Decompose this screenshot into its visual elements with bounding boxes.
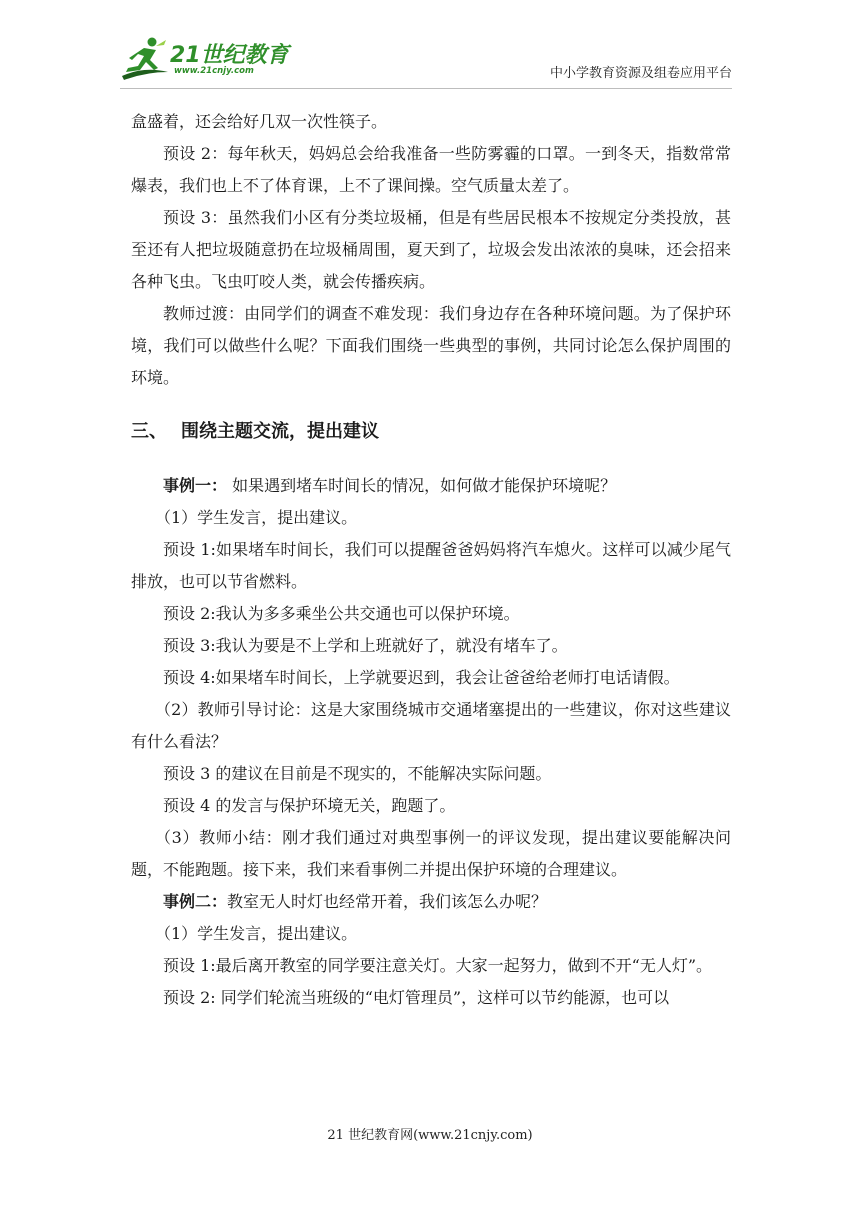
paragraph: 预设 1:最后离开教室的同学要注意关灯。大家一起努力，做到不开“无人灯”。 — [163, 956, 713, 975]
paragraph: （2）教师引导讨论：这是大家围绕城市交通堵塞提出的一些建议，你对这些建议有什么看法？ — [131, 700, 731, 751]
case-two-paragraph — [131, 886, 731, 918]
platform-name: 中小学教育资源及组卷应用平台 — [549, 66, 732, 81]
header-divider — [120, 88, 732, 89]
paragraph: 预设 2:我认为多多乘坐公共交通也可以保护环境。 — [163, 604, 520, 623]
case-text: 如果遇到堵车时间长的情况，如何做才能保护环境呢？ — [232, 476, 617, 495]
paragraph: 预设 4 的发言与保护环境无关，跑题了。 — [163, 796, 456, 815]
runner-logo-icon — [120, 36, 172, 82]
paragraph: 预设 3:我认为要是不上学和上班就好了，就没有堵车了。 — [163, 636, 568, 655]
paragraph: （1）学生发言，提出建议。 — [155, 924, 358, 943]
paragraph: 盒盛着，还会给好几双一次性筷子。 — [131, 112, 388, 131]
logo-url: www.21cnjy.com — [174, 66, 254, 76]
paragraph: 预设 2: 同学们轮流当班级的“电灯管理员”，这样可以节约能源，也可以 — [163, 988, 670, 1007]
paragraph: 预设 2：每年秋天，妈妈总会给我准备一些防雾霾的口罩。一到冬天，指数常常爆表，我们也上不了体育课，上不了课间操。空气质量太差了。 — [131, 144, 731, 195]
logo — [120, 36, 290, 82]
paragraph: 预设 3：虽然我们小区有分类垃圾桶，但是有些居民根本不按规定分类投放，甚至还有人把垃圾随意扔在垃圾桶周围，夏天到了，垃圾会发出浓浓的臭味，还会招来各种飞虫。飞虫叮咬人类，就会传播疾病。 — [131, 208, 731, 291]
paragraph: 教师过渡：由同学们的调查不难发现：我们身边存在各种环境问题。为了保护环境，我们可以做些什么呢？下面我们围绕一些典型的事例，共同讨论怎么保护周围的环境。 — [131, 304, 731, 387]
paragraph: （1）学生发言，提出建议。 — [155, 508, 358, 527]
section-number: 三、 — [131, 421, 167, 442]
section-heading — [131, 408, 731, 456]
paragraph: 预设 3 的建议在目前是不现实的，不能解决实际问题。 — [163, 764, 552, 783]
case-label: 事例二： — [163, 892, 228, 911]
paragraph: 预设 1:如果堵车时间长，我们可以提醒爸爸妈妈将汽车熄火。这样可以减少尾气排放，也可以节省燃料。 — [131, 540, 731, 591]
document-body — [131, 106, 731, 1014]
paragraph: 预设 4:如果堵车时间长，上学就要迟到，我会让爸爸给老师打电话请假。 — [163, 668, 680, 687]
page-header — [120, 36, 732, 86]
case-text: 教室无人时灯也经常开着，我们该怎么办呢？ — [227, 892, 548, 911]
page-footer: 21 世纪教育网(www.21cnjy.com) — [327, 1128, 533, 1143]
section-heading-text: 围绕主题交流，提出建议 — [181, 421, 379, 442]
case-label: 事例一： — [163, 476, 228, 495]
paragraph: （3）教师小结：刚才我们通过对典型事例一的评议发现，提出建议要能解决问题，不能跑题。接下来，我们来看事例二并提出保护环境的合理建议。 — [131, 828, 731, 879]
case-one-paragraph — [131, 470, 731, 502]
logo-text: 21世纪教育 — [170, 43, 289, 68]
